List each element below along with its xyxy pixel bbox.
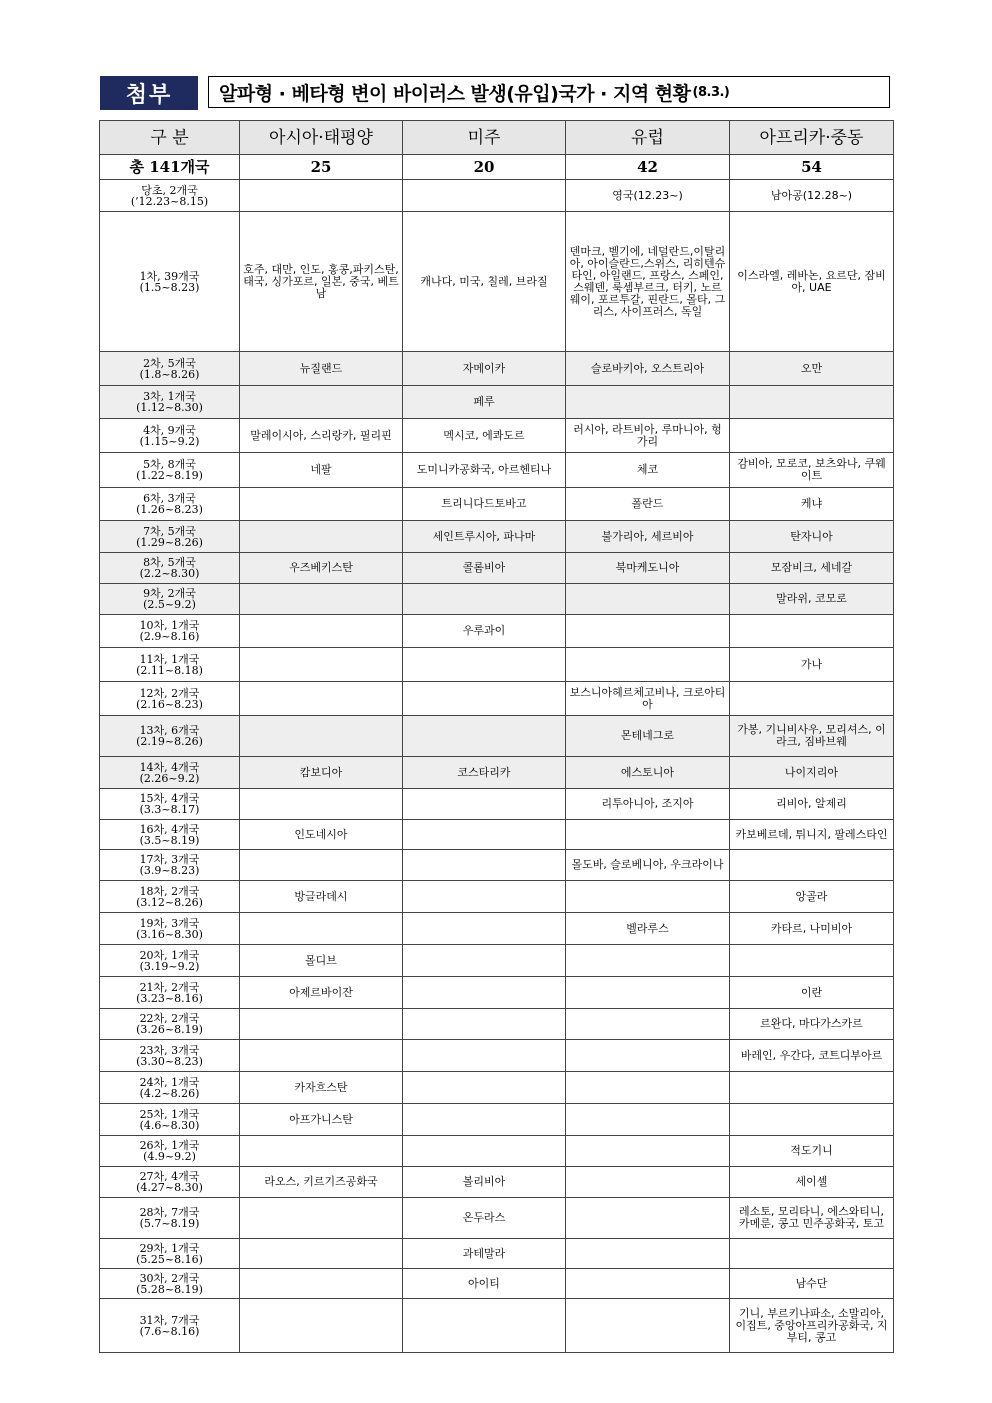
country-cell: 세이셸 xyxy=(730,1167,894,1198)
row-header xyxy=(100,453,240,488)
country-cell: 에스토니아 xyxy=(566,757,730,789)
round-label: 20차, 1개국 xyxy=(139,948,200,962)
table-row xyxy=(100,913,894,945)
country-cell: 보스니아헤르체고비나, 크로아티아 xyxy=(566,682,730,716)
country-cell xyxy=(566,615,730,648)
round-label: 17차, 3개국 xyxy=(139,853,200,866)
row-header xyxy=(100,1198,240,1239)
row-header xyxy=(100,1299,240,1353)
round-label: 24차, 1개국 xyxy=(139,1075,200,1089)
country-cell: 뉴질랜드 xyxy=(240,352,403,386)
total-value: 25 xyxy=(240,155,403,180)
round-label: 8차, 5개국 xyxy=(143,556,196,569)
row-header xyxy=(100,419,240,453)
table-row xyxy=(100,1167,894,1198)
table-row xyxy=(100,1136,894,1167)
country-cell xyxy=(566,1009,730,1040)
table-row xyxy=(100,789,894,820)
round-period: (’12.23~8.15) xyxy=(130,194,209,208)
table-row xyxy=(100,1198,894,1239)
round-label: 4차, 9개국 xyxy=(143,423,196,437)
country-cell: 트리니다드토바고 xyxy=(403,488,566,521)
row-header xyxy=(100,212,240,352)
country-cell xyxy=(730,850,894,881)
row-header xyxy=(100,945,240,977)
country-cell: 볼리비아 xyxy=(403,1167,566,1198)
country-cell xyxy=(240,1136,403,1167)
round-label: 6차, 3개국 xyxy=(143,492,196,505)
country-cell xyxy=(403,1040,566,1072)
country-cell: 우루과이 xyxy=(403,615,566,648)
country-cell xyxy=(403,945,566,977)
country-cell: 남수단 xyxy=(730,1269,894,1299)
country-cell xyxy=(566,1040,730,1072)
country-cell: 체코 xyxy=(566,453,730,488)
round-period: (2.16~8.23) xyxy=(136,697,203,711)
country-cell: 이스라엘, 레바논, 요르단, 잠비아, UAE xyxy=(730,212,894,352)
country-cell: 코스타리카 xyxy=(403,757,566,789)
country-cell xyxy=(240,913,403,945)
round-period: (5.25~8.16) xyxy=(136,1252,203,1266)
round-label: 28차, 7개국 xyxy=(139,1206,200,1219)
country-cell xyxy=(566,1104,730,1136)
table-row xyxy=(100,1009,894,1040)
country-cell xyxy=(240,1299,403,1353)
country-cell: 덴마크, 벨기에, 네덜란드,이탈리아, 아이슬란드,스위스, 리히텐슈타인, 아일랜드, 프랑스, 스페인, 스웨덴, 룩셈부르크, 터키, 노르웨이, 포르투갈, 핀란드, 몰타, 그리스, 사이프러스, 독일 xyxy=(566,212,730,352)
country-cell: 리투아니아, 조지아 xyxy=(566,789,730,820)
table-row xyxy=(100,1299,894,1353)
round-label: 3차, 1개국 xyxy=(143,390,196,403)
country-cell xyxy=(240,584,403,615)
country-cell: 우즈베키스탄 xyxy=(240,553,403,584)
table-row xyxy=(100,977,894,1009)
country-cell xyxy=(403,648,566,682)
country-cell xyxy=(240,850,403,881)
table-row xyxy=(100,1072,894,1104)
country-cell xyxy=(403,1009,566,1040)
country-cell xyxy=(403,850,566,881)
country-cell xyxy=(566,1136,730,1167)
round-period: (1.29~8.26) xyxy=(136,535,203,549)
country-cell xyxy=(240,1269,403,1299)
round-period: (5.7~8.19) xyxy=(139,1217,200,1230)
country-cell xyxy=(566,977,730,1009)
table-row xyxy=(100,716,894,757)
total-value: 54 xyxy=(730,155,894,180)
round-label: 7차, 5개국 xyxy=(143,524,196,538)
country-cell: 바레인, 우간다, 코트디부아르 xyxy=(730,1040,894,1072)
country-cell xyxy=(730,1104,894,1136)
country-cell xyxy=(240,615,403,648)
table-row xyxy=(100,584,894,615)
country-cell: 기니, 부르키나파소, 소말리아, 이집트, 중앙아프리카공화국, 지부티, 콩고 xyxy=(730,1299,894,1353)
round-label: 31차, 7개국 xyxy=(139,1313,200,1327)
table-row xyxy=(100,352,894,386)
round-period: (2.11~8.18) xyxy=(136,663,203,677)
round-period: (2.5~9.2) xyxy=(143,598,196,611)
country-cell: 적도기니 xyxy=(730,1136,894,1167)
round-period: (4.27~8.30) xyxy=(136,1181,203,1194)
country-cell: 네팔 xyxy=(240,453,403,488)
column-header: 구 분 xyxy=(100,121,240,155)
row-header xyxy=(100,1239,240,1269)
country-cell: 레소토, 모리타니, 에스와티니, 카메룬, 콩고 민주공화국, 토고 xyxy=(730,1198,894,1239)
row-header xyxy=(100,1009,240,1040)
round-period: (3.16~8.30) xyxy=(136,927,203,941)
country-cell: 멕시코, 에콰도르 xyxy=(403,419,566,453)
table-row xyxy=(100,648,894,682)
row-header xyxy=(100,850,240,881)
round-label: 9차, 2개국 xyxy=(143,587,196,600)
country-cell: 러시아, 라트비아, 루마니아, 헝가리 xyxy=(566,419,730,453)
row-header xyxy=(100,352,240,386)
table-row xyxy=(100,488,894,521)
row-header xyxy=(100,1269,240,1299)
country-cell xyxy=(403,913,566,945)
table-header-row xyxy=(100,121,894,155)
country-cell: 오만 xyxy=(730,352,894,386)
table-row xyxy=(100,553,894,584)
column-header: 아프리카·중동 xyxy=(730,121,894,155)
round-period: (1.8~8.26) xyxy=(139,367,200,381)
round-label: 26차, 1개국 xyxy=(139,1139,200,1152)
country-cell: 과테말라 xyxy=(403,1239,566,1269)
country-cell xyxy=(566,1072,730,1104)
row-header xyxy=(100,913,240,945)
round-period: (1.26~8.23) xyxy=(136,503,203,516)
round-label: 23차, 3개국 xyxy=(139,1043,200,1057)
round-label: 15차, 4개국 xyxy=(139,792,200,805)
country-cell xyxy=(730,945,894,977)
round-period: (3.5~8.19) xyxy=(139,833,200,847)
round-label: 10차, 1개국 xyxy=(139,619,200,632)
country-cell xyxy=(403,977,566,1009)
country-cell: 감비아, 모로코, 보츠와나, 쿠웨이트 xyxy=(730,453,894,488)
round-period: (3.3~8.17) xyxy=(139,803,200,816)
country-cell xyxy=(403,584,566,615)
country-cell: 말라위, 코모로 xyxy=(730,584,894,615)
country-cell xyxy=(403,716,566,757)
row-header xyxy=(100,648,240,682)
country-cell xyxy=(730,615,894,648)
round-label: 19차, 3개국 xyxy=(139,916,200,930)
country-cell: 슬로바키아, 오스트리아 xyxy=(566,352,730,386)
round-period: (7.6~8.16) xyxy=(139,1324,200,1338)
title-date: (8.3.) xyxy=(692,84,730,100)
country-cell xyxy=(240,1239,403,1269)
row-header xyxy=(100,521,240,553)
row-header xyxy=(100,584,240,615)
country-cell: 아프가니스탄 xyxy=(240,1104,403,1136)
row-header xyxy=(100,553,240,584)
round-label: 1차, 39개국 xyxy=(139,269,200,283)
table-row xyxy=(100,945,894,977)
country-cell: 몰도바, 슬로베니아, 우크라이나 xyxy=(566,850,730,881)
round-period: (2.26~9.2) xyxy=(139,771,200,785)
country-cell: 라오스, 키르기즈공화국 xyxy=(240,1167,403,1198)
row-header xyxy=(100,1104,240,1136)
country-cell xyxy=(566,1239,730,1269)
country-cell: 캐나다, 미국, 칠레, 브라질 xyxy=(403,212,566,352)
country-cell xyxy=(240,682,403,716)
country-cell xyxy=(566,820,730,850)
round-period: (2.19~8.26) xyxy=(136,735,203,748)
country-cell xyxy=(403,1072,566,1104)
country-cell xyxy=(240,1040,403,1072)
table-row xyxy=(100,682,894,716)
row-header xyxy=(100,488,240,521)
country-cell xyxy=(240,180,403,212)
column-header: 아시아·태평양 xyxy=(240,121,403,155)
table-row xyxy=(100,615,894,648)
country-cell xyxy=(730,419,894,453)
document-title-box xyxy=(208,76,890,108)
round-label: 당초, 2개국 xyxy=(141,183,198,197)
round-period: (3.23~8.16) xyxy=(136,991,203,1005)
table-row xyxy=(100,419,894,453)
country-cell: 캄보디아 xyxy=(240,757,403,789)
country-cell xyxy=(240,1198,403,1239)
country-cell xyxy=(566,1269,730,1299)
country-cell: 케냐 xyxy=(730,488,894,521)
country-cell: 몰디브 xyxy=(240,945,403,977)
country-cell xyxy=(403,881,566,913)
table-row xyxy=(100,881,894,913)
country-cell xyxy=(403,1136,566,1167)
country-cell: 가봉, 기니비사우, 모리셔스, 이라크, 짐바브웨 xyxy=(730,716,894,757)
country-cell xyxy=(730,1239,894,1269)
column-header: 미주 xyxy=(403,121,566,155)
country-cell: 영국(12.23~) xyxy=(566,180,730,212)
country-cell xyxy=(566,584,730,615)
row-header xyxy=(100,789,240,820)
country-cell: 아제르바이잔 xyxy=(240,977,403,1009)
round-label: 30차, 2개국 xyxy=(139,1271,200,1285)
country-cell xyxy=(240,648,403,682)
round-period: (3.19~9.2) xyxy=(139,959,200,973)
round-period: (3.26~8.19) xyxy=(136,1023,203,1036)
country-cell: 리비아, 알제리 xyxy=(730,789,894,820)
variant-country-table xyxy=(99,120,894,1353)
country-cell xyxy=(240,716,403,757)
table-row xyxy=(100,1104,894,1136)
row-header xyxy=(100,682,240,716)
round-period: (1.15~9.2) xyxy=(139,434,200,448)
row-header xyxy=(100,757,240,789)
table-row xyxy=(100,180,894,212)
round-period: (1.22~8.19) xyxy=(136,469,203,482)
row-header xyxy=(100,1167,240,1198)
round-period: (2.2~8.30) xyxy=(139,567,200,580)
round-label: 27차, 4개국 xyxy=(139,1170,200,1183)
total-value: 42 xyxy=(566,155,730,180)
total-label: 총 141개국 xyxy=(100,155,240,180)
round-label: 21차, 2개국 xyxy=(139,980,200,994)
country-cell xyxy=(566,386,730,419)
country-cell xyxy=(566,1299,730,1353)
table-row xyxy=(100,850,894,881)
round-period: (4.9~9.2) xyxy=(143,1150,196,1163)
round-label: 29차, 1개국 xyxy=(139,1241,200,1255)
round-label: 22차, 2개국 xyxy=(139,1012,200,1025)
row-header xyxy=(100,1072,240,1104)
country-cell xyxy=(403,1104,566,1136)
round-period: (4.2~8.26) xyxy=(139,1086,200,1100)
round-period: (1.5~8.23) xyxy=(139,280,200,294)
round-period: (3.12~8.26) xyxy=(136,895,203,909)
country-cell: 북마케도니아 xyxy=(566,553,730,584)
document-title: 알파형 · 베타형 변이 바이러스 발생(유입)국가 · 지역 현황 xyxy=(219,82,691,105)
row-header xyxy=(100,386,240,419)
country-cell xyxy=(403,682,566,716)
round-label: 5차, 8개국 xyxy=(143,458,196,471)
table-row xyxy=(100,386,894,419)
table-row xyxy=(100,453,894,488)
country-cell xyxy=(403,820,566,850)
country-cell: 탄자니아 xyxy=(730,521,894,553)
country-cell: 아이티 xyxy=(403,1269,566,1299)
table-row xyxy=(100,1239,894,1269)
country-cell: 벨라루스 xyxy=(566,913,730,945)
round-period: (3.9~8.23) xyxy=(139,864,200,877)
country-cell: 호주, 대만, 인도, 홍콩,파키스탄, 태국, 싱가포르, 일본, 중국, 베트남 xyxy=(240,212,403,352)
round-label: 18차, 2개국 xyxy=(139,884,200,898)
country-cell: 페루 xyxy=(403,386,566,419)
country-cell: 인도네시아 xyxy=(240,820,403,850)
row-header xyxy=(100,1040,240,1072)
table-row xyxy=(100,212,894,352)
round-label: 25차, 1개국 xyxy=(139,1107,200,1121)
country-cell: 카보베르데, 튀니지, 팔레스타인 xyxy=(730,820,894,850)
country-cell: 자메이카 xyxy=(403,352,566,386)
country-cell: 콜롬비아 xyxy=(403,553,566,584)
row-header xyxy=(100,820,240,850)
table-row xyxy=(100,521,894,553)
country-cell: 나이지리아 xyxy=(730,757,894,789)
row-header xyxy=(100,881,240,913)
total-row xyxy=(100,155,894,180)
country-cell xyxy=(240,1009,403,1040)
table-row xyxy=(100,1040,894,1072)
row-header xyxy=(100,180,240,212)
country-cell: 세인트루시아, 파나마 xyxy=(403,521,566,553)
country-cell: 폴란드 xyxy=(566,488,730,521)
country-cell: 이란 xyxy=(730,977,894,1009)
country-cell xyxy=(403,180,566,212)
country-cell xyxy=(403,1299,566,1353)
country-cell: 몬테네그로 xyxy=(566,716,730,757)
country-cell: 가나 xyxy=(730,648,894,682)
round-label: 12차, 2개국 xyxy=(139,686,200,700)
round-period: (5.28~8.19) xyxy=(136,1282,203,1296)
country-cell xyxy=(566,1167,730,1198)
round-label: 16차, 4개국 xyxy=(139,822,200,836)
country-cell: 도미니카공화국, 아르헨티나 xyxy=(403,453,566,488)
row-header xyxy=(100,615,240,648)
country-cell: 불가리아, 세르비아 xyxy=(566,521,730,553)
table-row xyxy=(100,820,894,850)
country-cell: 르완다, 마다가스카르 xyxy=(730,1009,894,1040)
country-cell: 카자흐스탄 xyxy=(240,1072,403,1104)
round-label: 11차, 1개국 xyxy=(139,652,200,666)
round-label: 14차, 4개국 xyxy=(139,760,200,774)
country-cell xyxy=(240,386,403,419)
country-cell: 온두라스 xyxy=(403,1198,566,1239)
country-cell xyxy=(730,386,894,419)
attachment-badge: 첨부 xyxy=(100,76,198,110)
round-period: (2.9~8.16) xyxy=(139,630,200,643)
row-header xyxy=(100,1136,240,1167)
country-cell xyxy=(730,1072,894,1104)
country-cell: 모잠비크, 세네갈 xyxy=(730,553,894,584)
country-cell: 카타르, 나미비아 xyxy=(730,913,894,945)
country-cell: 말레이시아, 스리랑카, 필리핀 xyxy=(240,419,403,453)
column-header: 유럽 xyxy=(566,121,730,155)
row-header xyxy=(100,716,240,757)
country-cell: 방글라데시 xyxy=(240,881,403,913)
country-cell: 남아공(12.28~) xyxy=(730,180,894,212)
document-header xyxy=(100,76,892,110)
total-value: 20 xyxy=(403,155,566,180)
country-cell xyxy=(566,1198,730,1239)
table-row xyxy=(100,1269,894,1299)
country-cell xyxy=(566,881,730,913)
country-cell xyxy=(240,488,403,521)
row-header xyxy=(100,977,240,1009)
round-label: 2차, 5개국 xyxy=(143,356,196,370)
round-label: 13차, 6개국 xyxy=(139,724,200,737)
round-period: (4.6~8.30) xyxy=(139,1118,200,1132)
round-period: (1.12~8.30) xyxy=(136,401,203,414)
round-period: (3.30~8.23) xyxy=(136,1054,203,1068)
table-row xyxy=(100,757,894,789)
country-cell: 앙골라 xyxy=(730,881,894,913)
country-cell xyxy=(240,789,403,820)
country-cell xyxy=(403,789,566,820)
country-cell xyxy=(566,945,730,977)
country-cell xyxy=(566,648,730,682)
country-cell xyxy=(730,682,894,716)
country-cell xyxy=(240,521,403,553)
